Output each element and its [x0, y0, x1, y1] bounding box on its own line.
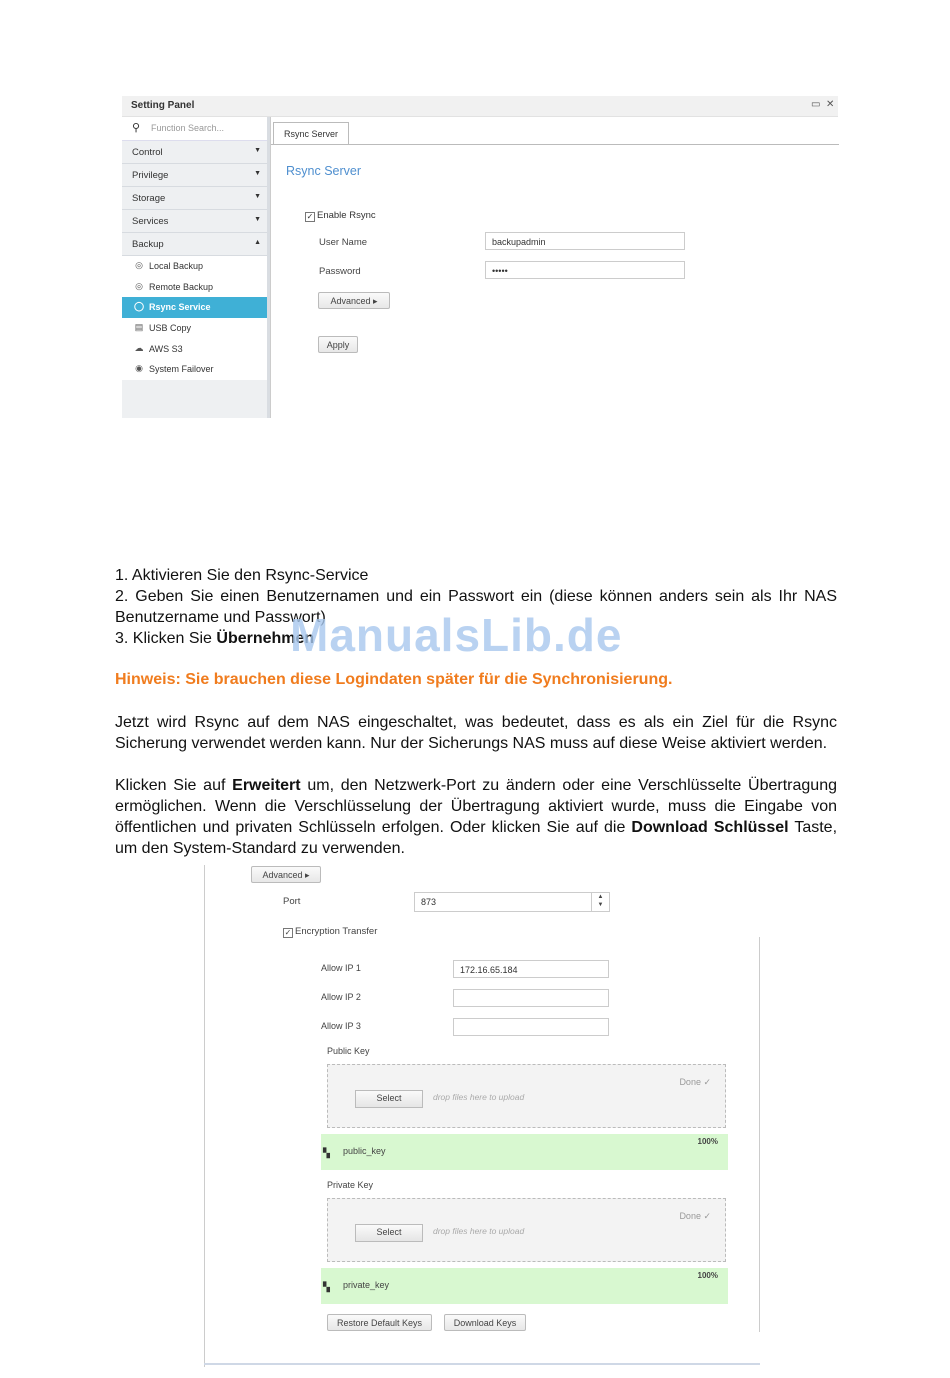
done-label: Done ✓	[679, 1077, 711, 1087]
sidebar-item-rsync-service[interactable]	[122, 297, 267, 318]
allow-ip1-input[interactable]: 172.16.65.184	[453, 960, 609, 978]
sidebar-item-label: Rsync Service	[149, 302, 211, 313]
user-name-label: User Name	[319, 237, 368, 248]
allow-ip3-label: Allow IP 3	[321, 1021, 361, 1031]
chevron-down-icon: ▼	[254, 193, 261, 200]
encryption-checkbox[interactable]: ✓	[284, 928, 292, 937]
advanced-button[interactable]: Advanced ▸	[251, 866, 321, 883]
done-label: Done ✓	[679, 1211, 711, 1221]
sidebar-item-label: Local Backup	[149, 261, 204, 271]
password-input[interactable]: •••••	[485, 261, 685, 279]
cloud-icon: ☁	[134, 342, 144, 353]
panel-border-bottom	[204, 1363, 760, 1365]
paragraph-advanced	[115, 775, 837, 859]
step-2: 2. Geben Sie einen Benutzernamen und ein Passwort ein (diese können anders sein als Ihr NAS Benutzername und Passwort)	[115, 588, 837, 626]
menu-label: Services	[132, 216, 169, 227]
function-search[interactable]	[122, 117, 267, 141]
port-label: Port	[283, 896, 301, 907]
drop-hint: drop files here to upload	[433, 1226, 525, 1236]
local-backup-icon: ◎	[135, 260, 143, 270]
chevron-up-icon: ▲	[254, 239, 261, 246]
paragraph-text: Taste, um den System-Standard zu verwenden.	[115, 819, 838, 857]
chevron-down-icon: ▼	[254, 170, 261, 177]
watermark: ManualsLib.de	[290, 609, 623, 661]
file-icon: ▚	[323, 1282, 330, 1292]
content-area	[270, 117, 839, 418]
remote-backup-icon: ◎	[135, 280, 143, 291]
menu-label: Backup	[132, 239, 164, 250]
public-key-file	[321, 1134, 728, 1170]
section-heading: Rsync Server	[286, 164, 362, 178]
restore-default-keys-button[interactable]: Restore Default Keys	[327, 1314, 432, 1331]
enable-rsync-row[interactable]	[305, 210, 376, 222]
encryption-row[interactable]	[283, 926, 377, 938]
menu-label: Privilege	[132, 170, 169, 181]
maximize-icon[interactable]: ▭	[811, 99, 821, 110]
menu-backup[interactable]	[122, 233, 267, 256]
paragraph-rsync-enabled: Jetzt wird Rsync auf dem NAS eingeschaltet, was bedeutet, dass es als ein Ziel für die Rsync Sicherung verwendet werden kann. Nur der Sicherungs NAS muss auf diese Weise aktiviert werden.	[115, 714, 837, 752]
menu-services[interactable]	[122, 210, 267, 233]
menu-label: Storage	[132, 193, 166, 204]
allow-ip3-input[interactable]	[453, 1018, 609, 1036]
tab-rsync-server[interactable]: Rsync Server	[273, 122, 349, 145]
sidebar-item-aws-s3[interactable]	[122, 339, 267, 360]
menu-control[interactable]	[122, 141, 267, 164]
sidebar-item-local-backup[interactable]	[122, 256, 267, 277]
encryption-label: Encryption Transfer	[295, 926, 378, 937]
hint-note: Hinweis: Sie brauchen diese Logindaten später für die Synchronisierung.	[115, 671, 673, 688]
chevron-down-icon: ▼	[254, 147, 261, 154]
step-3-bold: Übernehmen	[216, 630, 315, 647]
panel-titlebar	[122, 96, 838, 117]
file-name: private_key	[343, 1280, 390, 1290]
paragraph-text: um, den Netzwerk-Port zu ändern oder eine Verschlüsselte Übertragung ermöglichen. Wenn die Verschlüsselung der Übertragung aktiviert wurde, muss die Eingabe von öffentlichen und privaten Schlüsseln erfolgen. Oder klicken Sie auf die	[115, 777, 838, 836]
select-button[interactable]: Select	[355, 1224, 423, 1242]
tab-divider	[271, 144, 839, 145]
public-key-label: Public Key	[327, 1046, 370, 1056]
paragraph-bold-erweitert: Erweitert	[232, 777, 301, 794]
private-key-label: Private Key	[327, 1180, 374, 1190]
menu-label: Control	[132, 147, 163, 158]
allow-ip2-input[interactable]	[453, 989, 609, 1007]
sidebar-item-label: Remote Backup	[149, 281, 214, 292]
paragraph-bold-download: Download Schlüssel	[631, 819, 789, 836]
drop-hint: drop files here to upload	[433, 1092, 525, 1102]
search-icon: ⚲	[132, 122, 141, 134]
chevron-down-icon: ▼	[254, 216, 261, 223]
sidebar-item-usb-copy[interactable]	[122, 318, 267, 339]
download-keys-button[interactable]: Download Keys	[444, 1314, 526, 1331]
enable-rsync-label: Enable Rsync	[317, 210, 376, 221]
allow-ip1-label: Allow IP 1	[321, 963, 361, 973]
select-button[interactable]: Select	[355, 1090, 423, 1108]
sidebar-item-system-failover[interactable]	[122, 359, 267, 380]
private-key-dropzone[interactable]	[327, 1198, 726, 1262]
panel-title: Setting Panel	[131, 100, 195, 111]
menu-privilege[interactable]	[122, 164, 267, 187]
usb-icon: ▤	[134, 322, 144, 333]
file-name: public_key	[343, 1146, 386, 1156]
advanced-button[interactable]: Advanced ▸	[318, 292, 390, 309]
rsync-icon: ◯	[133, 301, 145, 312]
setting-panel	[122, 96, 838, 418]
allow-ip2-label: Allow IP 2	[321, 992, 361, 1002]
password-label: Password	[319, 266, 361, 277]
search-placeholder: Function Search...	[151, 123, 225, 133]
upload-progress: 100%	[697, 1137, 718, 1146]
sidebar-item-label: USB Copy	[149, 323, 192, 334]
menu-storage[interactable]	[122, 187, 267, 210]
advanced-options-panel	[204, 865, 760, 1367]
sidebar-item-remote-backup[interactable]	[122, 277, 267, 298]
upload-progress: 100%	[697, 1271, 718, 1280]
sidebar	[122, 117, 270, 418]
failover-icon: ◉	[135, 363, 143, 374]
port-input[interactable]: 873	[414, 892, 610, 912]
sidebar-item-label: AWS S3	[149, 343, 183, 354]
step-1: 1. Aktivieren Sie den Rsync-Service	[115, 567, 369, 584]
user-name-input[interactable]: backupadmin	[485, 232, 685, 250]
close-icon[interactable]: ✕	[826, 99, 835, 110]
public-key-dropzone[interactable]	[327, 1064, 726, 1128]
panel-border-left	[204, 865, 205, 1367]
private-key-file	[321, 1268, 728, 1304]
panel-border-right	[759, 937, 760, 1332]
enable-rsync-checkbox[interactable]: ✓	[306, 212, 314, 221]
port-stepper[interactable]: ▲ ▼	[591, 893, 609, 911]
apply-button[interactable]: Apply	[318, 336, 358, 353]
paragraph-text: Klicken Sie auf	[115, 777, 233, 794]
file-icon: ▚	[323, 1148, 330, 1158]
sidebar-item-label: System Failover	[149, 364, 214, 375]
step-3-text: 3. Klicken Sie	[115, 630, 217, 647]
